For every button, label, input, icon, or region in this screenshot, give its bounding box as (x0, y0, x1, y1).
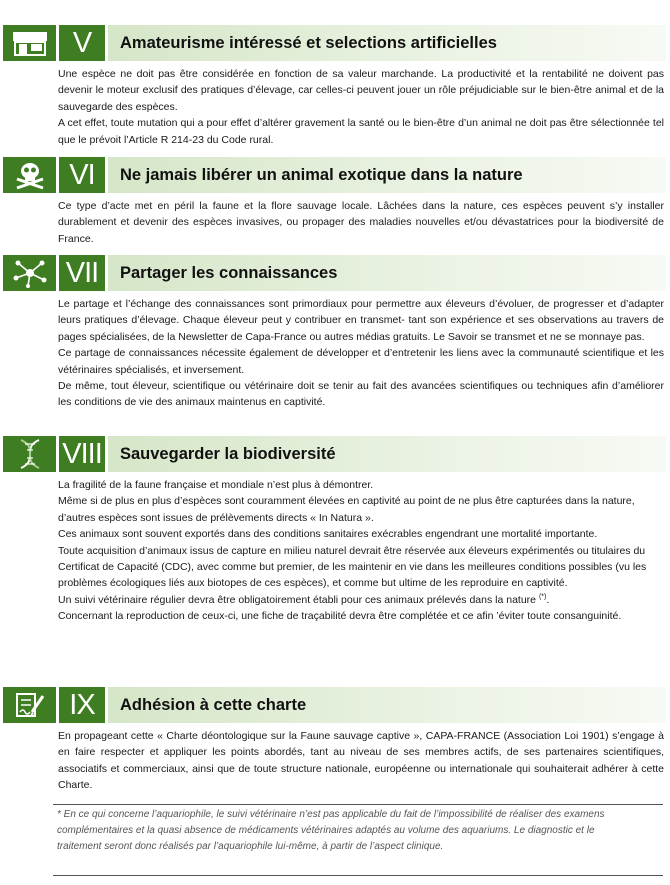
section-body (0, 193, 670, 247)
section-header (0, 687, 670, 723)
section-number: VII (59, 255, 105, 291)
skull-crossbones-icon (13, 160, 47, 190)
paragraph: La fragilité de la faune française et mondiale n’est plus à démontrer. (58, 479, 374, 491)
section-title: Adhésion à cette charte (108, 687, 666, 723)
section-vii (0, 255, 670, 411)
dna-icon (15, 438, 45, 470)
section-ix (0, 687, 670, 794)
paragraph: Un suivi vétérinaire régulier devra être obligatoirement établi pour ces animaux prélevés dans la nature (*). (58, 593, 550, 606)
shop-icon (11, 30, 49, 56)
paragraph-text: Un suivi vétérinaire régulier devra être obligatoirement établi pour ces animaux prélevés dans la nature (58, 593, 537, 606)
paragraph: En propageant cette « Charte déontologique sur la Faune sauvage captive », CAPA-FRANCE (Association Loi 1901) s’engage à en faire respecter et appliquer les points abordés, tant au niveau de ses membres actifs, de ses partenaires scientifiques, associatifs et commerciaux, ainsi que de toute structure nationale, européenne ou internationale qui souhaiterait adhérer à cette Charte. (58, 730, 664, 792)
paragraph: Ce partage de connaissances nécessite également de développer et d’entretenir les liens avec la communauté scientifique et les vétérinaires spécialisés, et inversement. (58, 347, 664, 376)
section-number: VIII (59, 436, 105, 472)
network-icon (12, 258, 48, 288)
section-header (0, 25, 670, 61)
paragraph: A cet effet, toute mutation qui a pour effet d’altérer gravement la santé ou le bien-être d’un animal ne doit pas être sélectionnée tel que le prévoit l’Article R 214-23 du Code rural. (58, 117, 664, 146)
icon-box (3, 436, 56, 472)
paragraph: Toute acquisition d’animaux issus de capture en milieu naturel devrait être réservée aux éleveurs expérimentés ou titulaires du Certificat de Capacité (CDC), avec comme but premier, de les maintenir en vie dans les meilleures conditions possibles (vu les problèmes écologiques liés aux biotopes de ces espèces), et comme but ultime de les reproduire en captivité. (58, 544, 647, 590)
section-title: Sauvegarder la biodiversité (108, 436, 666, 472)
section-body (0, 472, 670, 625)
section-body (0, 61, 670, 148)
paragraph: Une espèce ne doit pas être considérée en fonction de sa valeur marchande. La productivité et la rentabilité ne doivent pas devenir le moteur exclusif des pratiques d’élevage, car celles-ci peuvent jouer un rôle préjudiciable sur le bien-être animal et de la sauvegarde des espèces. (58, 68, 664, 113)
section-number: VI (59, 157, 105, 193)
paragraph: Même si de plus en plus d’espèces sont couramment élevées en captivité au point de ne plus être capturées dans la nature, d’autres espèces sont issues de prélèvements directs « In Natura ». (58, 495, 635, 524)
section-body (0, 291, 670, 411)
section-vi (0, 157, 670, 247)
section-header (0, 255, 670, 291)
icon-box (3, 255, 56, 291)
footnote: * En ce qui concerne l’aquariophile, le suivi vétérinaire n’est pas applicable du fait de l’impossibilité de réaliser des examens complémentaires et la quasi absence de médicaments vétérinaires adaptés au volume des aquariums. Le diagnostic et le traitement seront donc réalisés par l’aquariophile lui-même, à partir de l’aspect clinique. (57, 809, 605, 852)
icon-box (3, 25, 56, 61)
paragraph: Ces animaux sont souvent exportés dans des conditions sanitaires exécrables engendrant une mortalité importante. (58, 528, 598, 541)
icon-box (3, 157, 56, 193)
paragraph: Le partage et l’échange des connaissances sont primordiaux pour permettre aux éleveurs d’évoluer, de progresser et d’adapter leurs pratiques d’élevage. Chaque éleveur peut y contribuer en transmet- tant son expérience et ses observations au travers de pages spécialisées, de la Newsletter de Capa-France ou autres médias gratuits. Le Savoir se transmet et ne se monnaye pas. (58, 298, 664, 343)
section-header (0, 436, 670, 472)
section-v (0, 25, 670, 148)
footnote-divider (53, 804, 663, 805)
paragraph: Ce type d’acte met en péril la faune et la flore sauvage locale. Lâchées dans la nature, ces espèces peuvent s’y installer durablement et devenir des espèces invasives, ou propager des maladies nouvelles et/ou dévastatrices pour la biodiversité de France. (58, 200, 664, 245)
footnote-mark: (*) (538, 593, 547, 601)
section-header (0, 157, 670, 193)
icon-box (3, 687, 56, 723)
section-body (0, 723, 670, 794)
paragraph: De même, tout éleveur, scientifique ou vétérinaire doit se tenir au fait des avancées scientifiques ou techniques afin d’améliorer les conditions de vie des animaux maintenus en captivité. (58, 380, 664, 409)
page-bottom-divider (53, 875, 663, 876)
signed-document-icon (13, 690, 47, 720)
section-title: Partager les connaissances (108, 255, 666, 291)
section-title: Amateurisme intéressé et selections artificielles (108, 25, 666, 61)
section-number: V (59, 25, 105, 61)
section-viii (0, 436, 670, 625)
section-number: IX (59, 687, 105, 723)
section-title: Ne jamais libérer un animal exotique dans la nature (108, 157, 666, 193)
paragraph: Concernant la reproduction de ceux-ci, une fiche de traçabilité devra être complétée et ce afin ’éviter toute consanguinité. (58, 610, 622, 623)
